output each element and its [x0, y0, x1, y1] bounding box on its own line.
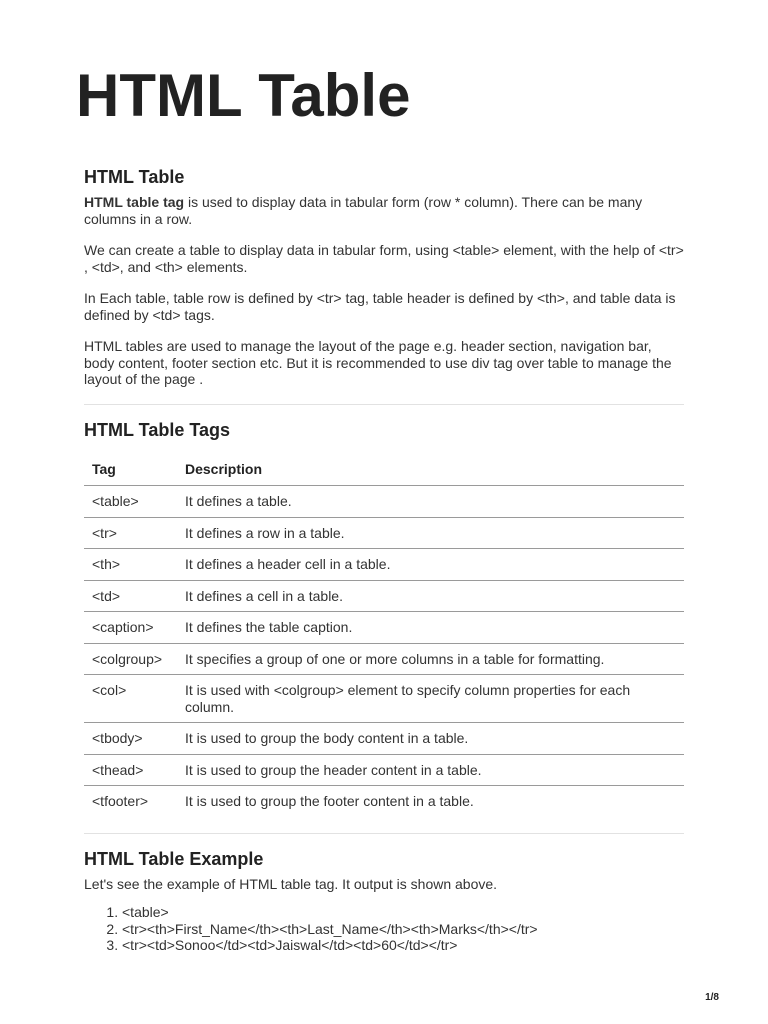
column-header-description: Description — [177, 455, 684, 486]
description-cell: It defines a cell in a table. — [177, 580, 684, 612]
tag-cell: <td> — [84, 580, 177, 612]
description-cell: It defines a table. — [177, 486, 684, 518]
description-cell: It defines a header cell in a table. — [177, 549, 684, 581]
code-line: 3. <tr><td>Sonoo</td><td>Jaiswal</td><td>60</td></tr> — [122, 937, 684, 954]
table-row — [84, 723, 684, 755]
tag-cell: <col> — [84, 675, 177, 723]
description-cell: It is used to group the header content in a table. — [177, 754, 684, 786]
tag-cell: <thead> — [84, 754, 177, 786]
table-header-row — [84, 455, 684, 486]
tag-cell: <tfooter> — [92, 793, 149, 809]
code-line: 2. <tr><th>First_Name</th><th>Last_Name</th><th>Marks</th></tr> — [122, 921, 684, 938]
tag-cell: <tbody> — [84, 723, 177, 755]
tag-cell: <colgroup> — [84, 643, 177, 675]
intro-bold-term: HTML table tag — [84, 194, 185, 210]
section-divider — [84, 404, 684, 405]
tags-table — [84, 455, 684, 817]
example-section — [84, 848, 684, 954]
page-number: 1/8 — [705, 992, 719, 1003]
table-row — [84, 643, 684, 675]
intro-paragraph-4: HTML tables are used to manage the layout of the page e.g. header section, navigation bar, body content, footer section etc. But it is recommended to use div tag over table to manage the layout of the page . — [84, 338, 672, 387]
table-row — [84, 612, 684, 644]
description-cell: It specifies a group of one or more columns in a table for formatting. — [177, 643, 684, 675]
description-cell: It is used to group the footer content in a table. — [185, 793, 474, 809]
description-cell: It is used to group the body content in a table. — [177, 723, 684, 755]
intro-paragraph-1-text: is used to display data in tabular form (row * column). There can be many columns in a row. — [84, 194, 643, 227]
description-cell: It is used with <colgroup> element to specify column properties for each column. — [177, 675, 684, 723]
code-listing — [84, 904, 684, 954]
document-content — [84, 166, 684, 954]
intro-paragraph-1 — [84, 194, 684, 227]
table-row — [84, 786, 684, 817]
table-row — [84, 549, 684, 581]
document-title: HTML Table — [76, 62, 411, 129]
tag-cell: <caption> — [84, 612, 177, 644]
tag-cell: <table> — [84, 486, 177, 518]
table-row — [84, 517, 684, 549]
example-heading: HTML Table Example — [84, 848, 264, 869]
tag-cell: <th> — [84, 549, 177, 581]
tags-heading: HTML Table Tags — [84, 419, 231, 440]
intro-paragraph-2: We can create a table to display data in tabular form, using <table> element, with the help of <tr> , <td>, and <th> elements. — [84, 242, 684, 275]
intro-heading: HTML Table — [84, 167, 185, 187]
table-row — [84, 754, 684, 786]
section-divider — [84, 833, 684, 834]
tags-section — [84, 419, 684, 817]
description-cell: It defines a row in a table. — [177, 517, 684, 549]
intro-paragraph-3: In Each table, table row is defined by <tr> tag, table header is defined by <th>, and table data is defined by <td> tags. — [84, 290, 676, 323]
example-intro-text: Let's see the example of HTML table tag. It output is shown above. — [84, 875, 498, 892]
code-line: 1. <table> — [122, 904, 684, 921]
table-row — [84, 580, 684, 612]
column-header-tag: Tag — [84, 455, 177, 486]
table-row — [84, 675, 684, 723]
table-row — [84, 486, 684, 518]
intro-section — [84, 166, 684, 388]
description-cell: It defines the table caption. — [177, 612, 684, 644]
tag-cell: <tr> — [84, 517, 177, 549]
